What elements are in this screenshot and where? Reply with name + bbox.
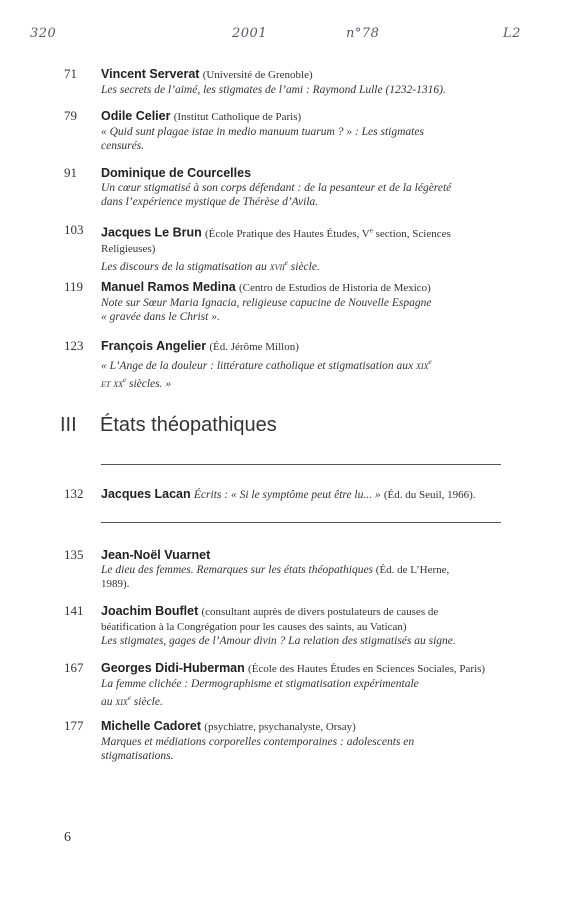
affiliation: (Centro de Estudios de Historia de Mexico) [239, 282, 431, 294]
author-name: Manuel Ramos Medina [101, 280, 236, 294]
divider-rule [101, 464, 501, 465]
article-title-cont: et $xx^e$ siècles. » [101, 375, 172, 390]
author-name: Dominique de Courcelles [101, 166, 252, 180]
publisher-cont: 1989). [101, 578, 130, 590]
article-title-cont: censurés. [101, 140, 145, 152]
article-title-cont: dans l’expérience mystique de Thérèse d’Avila. [101, 196, 319, 208]
article-title: Note sur Sœur Maria Ignacia, religieuse capucine de Nouvelle Espagne [101, 297, 432, 309]
affiliation: (consultant auprès de divers postulateurs de causes de [201, 606, 439, 618]
article-title: La femme clichée : Dermographisme et stigmatisation expérimentale [101, 678, 419, 690]
author-name: François Angelier [101, 339, 207, 353]
page-number: 132 [64, 486, 84, 501]
page-number: 135 [64, 547, 84, 562]
article-title-cont: stigmatisations. [101, 750, 174, 762]
author-name: Vincent Serverat [101, 67, 200, 81]
handwritten-note-issue: n°78 [346, 26, 380, 41]
affiliation: (Université de Grenoble) [202, 69, 313, 81]
page-number: 103 [64, 222, 84, 237]
author-name: Jean-Noël Vuarnet [101, 548, 211, 562]
page-number: 79 [64, 108, 77, 123]
handwritten-note-320: 320 [30, 26, 57, 41]
page-number: 167 [64, 660, 84, 675]
author-name: Joachim Bouflet [101, 604, 199, 618]
page-number: 177 [64, 718, 84, 733]
affiliation: (École des Hautes Études en Sciences Sociales, Paris) [248, 663, 486, 675]
publisher: (Éd. de L’Herne, [375, 564, 450, 576]
article-title: « L’Ange de la douleur : littérature catholique et stigmatisation aux xix$^e$ [101, 358, 432, 372]
affiliation: (Éd. Jérôme Millon) [209, 341, 299, 353]
page-number: 71 [64, 66, 77, 81]
page-number: 119 [64, 279, 84, 294]
author-name: Michelle Cadoret [101, 719, 202, 733]
affiliation: (École Pratique des Hautes Études, Ve section, Sciences [204, 226, 451, 240]
section-heading [60, 414, 277, 437]
article-title-cont: au xix$^e$ siècle. [101, 694, 163, 708]
article-title: Le dieu des femmes. Remarques sur les états théopathiques [101, 564, 374, 576]
article-title: Écrits : « Si le symptôme peut être lu... » [193, 489, 381, 501]
article-title: Les discours de la stigmatisation au xvii$^e$ siècle. [101, 258, 320, 273]
section-number: III [60, 414, 77, 436]
section-title: États théopathiques [100, 414, 277, 436]
publisher: (Éd. du Seuil, 1966). [383, 489, 476, 501]
divider-rule [101, 522, 501, 523]
affiliation-cont: béatification à la Congrégation pour les causes des saints, au Vatican) [101, 621, 407, 633]
author-name: Georges Didi-Huberman [101, 661, 245, 675]
article-title-cont: « gravée dans le Christ ». [101, 311, 220, 323]
article-title: Les stigmates, gages de l’Amour divin ? La relation des stigmatisés au signe. [101, 635, 456, 647]
handwritten-note-2001: 2001 [232, 26, 268, 41]
affiliation-cont: Religieuses) [101, 242, 156, 255]
article-title: Un cœur stigmatisé à son corps défendant : de la pesanteur et de la légèreté [101, 182, 452, 194]
handwritten-note-l2: L2 [503, 26, 521, 41]
affiliation: (psychiatre, psychanalyste, Orsay) [204, 721, 356, 733]
folio-page-number: 6 [64, 830, 71, 845]
page-number: 123 [64, 338, 84, 353]
author-name: Jacques Le Brun [101, 225, 202, 240]
page-number: 141 [64, 603, 84, 618]
affiliation: (Institut Catholique de Paris) [173, 111, 302, 123]
article-title: « Quid sunt plagae istae in medio manuum tuarum ? » : Les stigmates [101, 126, 424, 138]
author-name: Jacques Lacan [101, 487, 191, 501]
article-title: Les secrets de l’aimé, les stigmates de l’ami : Raymond Lulle (1232-1316). [101, 84, 446, 96]
page-number: 91 [64, 165, 77, 180]
author-name: Odile Celier [101, 109, 171, 123]
article-title: Marques et médiations corporelles contemporaines : adolescents en [101, 736, 415, 748]
